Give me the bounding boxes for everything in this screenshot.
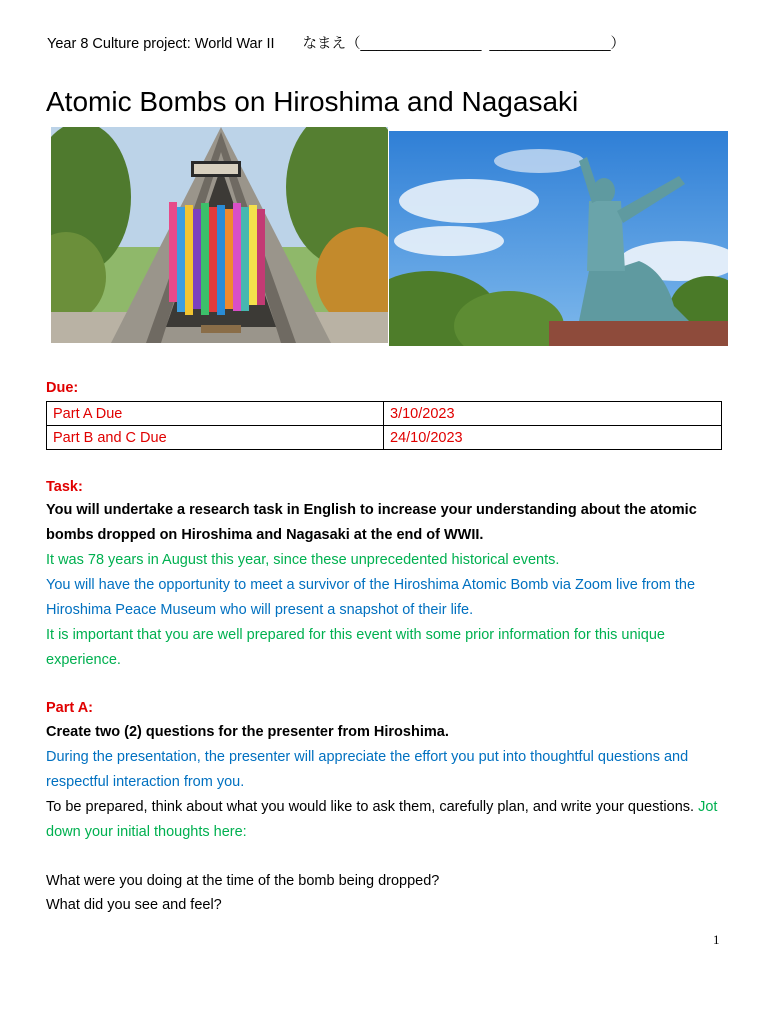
photo-nagasaki-peace-statue: [389, 131, 728, 346]
page-title: Atomic Bombs on Hiroshima and Nagasaki: [46, 86, 579, 117]
part-a-plan-text: To be prepared, think about what you would like to ask them, carefully plan, and write your questions.: [46, 799, 695, 815]
name-field-label: なまえ（_______________ _______________）: [302, 36, 626, 52]
part-a-instruction: Create two (2) questions for the presenter from Hiroshima.: [46, 724, 449, 740]
photo-hiroshima-crane-monument: [51, 127, 388, 343]
part-a-label: Part A:: [46, 700, 93, 716]
table-row: [47, 426, 722, 450]
task-zoom-text: You will have the opportunity to meet a survivor of the Hiroshima Atomic Bomb via Zoom live from the Hiroshima Peace Museum who will present a snapshot of their life.: [46, 577, 696, 618]
table-row: [47, 402, 722, 426]
header-line: [47, 32, 625, 53]
task-anniversary-text: It was 78 years in August this year, since these unprecedented historical events.: [46, 552, 560, 568]
question-2: What did you see and feel?: [46, 897, 222, 913]
due-label: Due:: [46, 380, 79, 396]
part-a-prepare-text: [46, 795, 726, 845]
due-part-cell: Part A Due: [47, 402, 384, 426]
part-a-presentation-text: During the presentation, the presenter will appreciate the effort you put into thoughtful questions and respectful interaction from you.: [46, 749, 689, 790]
task-intro: You will undertake a research task in English to increase your understanding about the atomic bombs dropped on Hiroshima and Nagasaki at the end of WWII.: [46, 502, 697, 543]
course-title: Year 8 Culture project: World War II: [47, 36, 275, 52]
due-date-cell: 24/10/2023: [384, 426, 722, 450]
question-1: What were you doing at the time of the bomb being dropped?: [46, 873, 440, 889]
due-part-cell: Part B and C Due: [47, 426, 384, 450]
due-date-cell: 3/10/2023: [384, 402, 722, 426]
task-preparation-text: It is important that you are well prepared for this event with some prior information for this unique experience.: [46, 627, 665, 668]
page-number: 1: [713, 932, 720, 947]
due-dates-table: [46, 401, 722, 450]
task-label: Task:: [46, 479, 83, 495]
part-a-jot-down-text: Jot down your initial thoughts here:: [46, 799, 718, 840]
